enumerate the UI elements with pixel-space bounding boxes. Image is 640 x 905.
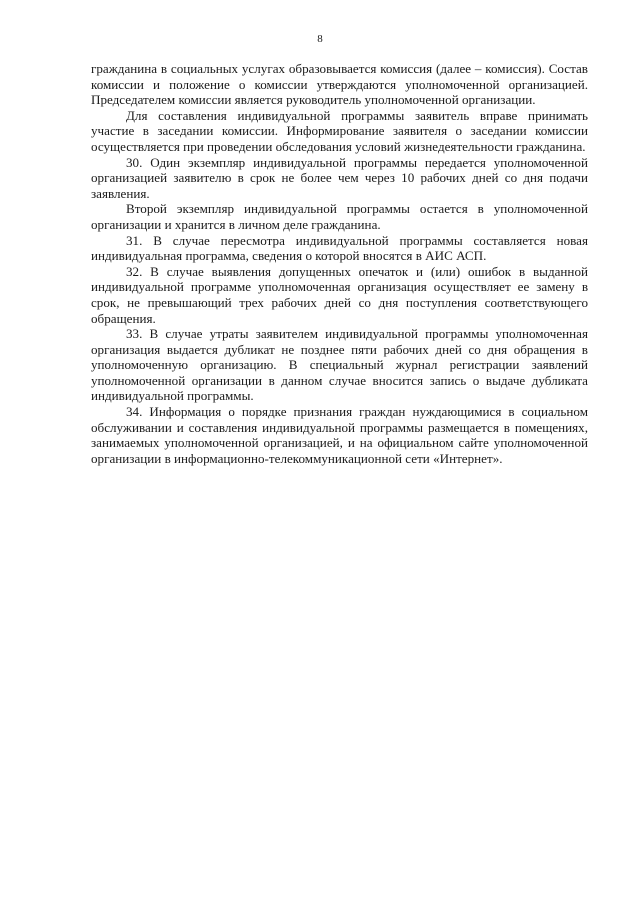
paragraph-33-duplicate: 33. В случае утраты заявителем индивидуальной программы уполномоченная организация выдается дубликат не позднее пяти рабочих дней со дня обращения в уполномоченную организацию. В специальный журнал регистрации заявлений уполномоченной организации в данном случае вносится запись о выдаче дубликата индивидуальной программы. bbox=[91, 326, 588, 404]
paragraph-commission-participation: Для составления индивидуальной программы заявитель вправе принимать участие в заседании комиссии. Информирование заявителя о заседании комиссии осуществляется при проведении обследования условий жизнедеятельности гражданина. bbox=[91, 107, 588, 154]
document-body bbox=[91, 61, 588, 466]
paragraph-30-second-copy: Второй экземпляр индивидуальной программы остается в уполномоченной организации и хранится в личном деле гражданина. bbox=[91, 201, 588, 232]
paragraph-31-revision: 31. В случае пересмотра индивидуальной программы составляется новая индивидуальная программа, сведения о которой вносятся в АИС АСП. bbox=[91, 232, 588, 264]
paragraph-30-first-copy: 30. Один экземпляр индивидуальной программы передается уполномоченной организацией заявителю в срок не более чем через 10 рабочих дней со дня подачи заявления. bbox=[91, 154, 588, 201]
paragraph-commission-composition: гражданина в социальных услугах образовывается комиссия (далее – комиссия). Состав комиссии и положение о комиссии утверждаются уполномоченной организацией. Председателем комиссии является руководитель уполномоченной организации. bbox=[91, 61, 588, 108]
paragraph-32-errors: 32. В случае выявления допущенных опечаток и (или) ошибок в выданной индивидуальной программе уполномоченная организация осуществляет ее замену в срок, не превышающий трех рабочих дней со дня поступления соответствующего обращения. bbox=[91, 263, 588, 326]
page-number: 8 bbox=[317, 33, 323, 45]
paragraph-34-information: 34. Информация о порядке признания граждан нуждающимися в социальном обслуживании и составления индивидуальной программы размещается в помещениях, занимаемых уполномоченной организацией, и на официальном сайте уполномоченной организации в информационно-телекоммуникационной сети «Интернет». bbox=[91, 404, 588, 466]
